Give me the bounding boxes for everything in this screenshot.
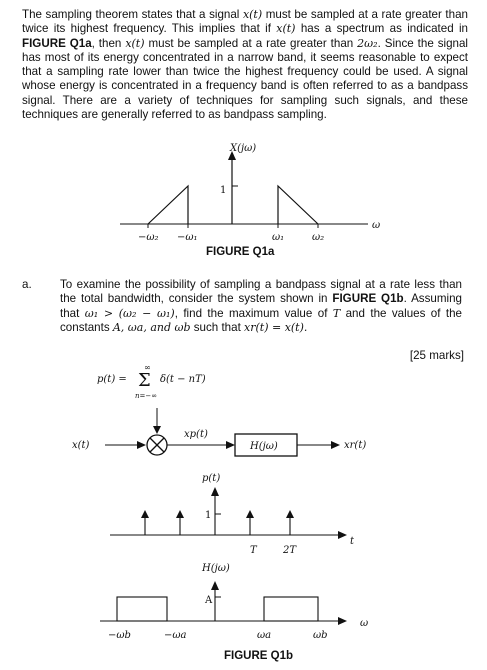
tick-label: −ω₁ — [177, 232, 198, 243]
arrow-icon — [331, 441, 340, 449]
axis-arrow-icon — [211, 581, 219, 590]
omega-axis-label: ω — [372, 220, 381, 231]
spectrum-label: X(jω) — [230, 143, 257, 154]
figure-q1a-caption: FIGURE Q1a — [206, 246, 275, 258]
period-symbol: T — [332, 306, 341, 320]
tick-label: ω₂ — [312, 232, 325, 243]
tick-label: −ωb — [108, 630, 131, 641]
sampling-rate: 2ω₂ — [357, 36, 378, 50]
question-text-part: , find the maximum value of — [174, 306, 333, 320]
assumption-condition: ω₁ > (ω₂ − ω₁) — [84, 306, 175, 320]
impulse-height-label: 1 — [205, 510, 212, 521]
signal-symbol: x(t) — [242, 8, 263, 21]
gain-label: A — [205, 595, 213, 606]
double-period-label: 2T — [283, 545, 297, 556]
intro-text: . Since the signal has most of its energy concentrated in a narrow band, it seems reasonable to expect that a sampling rate lower than twice the highest frequency could be used. A signal whose energy is concentrated in a frequency band is often referred to as a bandpass signal. There are a variety of techniques for sampling such signals, and these techniques are generally referred to as bandpass sampling. — [22, 36, 468, 122]
figure-reference: FIGURE Q1a — [22, 36, 92, 50]
intro-text: must be sampled at a rate greater than twice its highest frequency. This implies that if — [22, 8, 468, 36]
impulse-arrow-icon — [246, 510, 254, 518]
sum-lower-limit: n=−∞ — [135, 392, 158, 400]
figure-reference: FIGURE Q1b — [332, 292, 404, 306]
question-label: a. — [22, 278, 32, 291]
impulse-arrow-icon — [141, 510, 149, 518]
axis-arrow-icon — [211, 487, 219, 496]
impulse-arrow-icon — [176, 510, 184, 518]
impulse-train-term: δ(t − nT) — [160, 374, 206, 385]
summation-icon: Σ — [138, 370, 151, 391]
omega-axis-label: ω — [360, 618, 369, 629]
tick-label: ωb — [313, 630, 328, 641]
positive-passband — [264, 597, 318, 621]
question-text-part: such that — [190, 320, 245, 334]
impulse-arrow-icon — [286, 510, 294, 518]
sampled-signal-label: xp(t) — [184, 429, 208, 440]
signal-symbol: x(t) — [125, 36, 145, 50]
tick-label: −ω₂ — [138, 232, 159, 243]
figure-q1b-caption: FIGURE Q1b — [224, 650, 294, 662]
tick-label: ωa — [257, 630, 272, 641]
intro-text: The sampling theorem states that a signal — [22, 8, 243, 21]
impulse-train-label: p(t) — [202, 473, 221, 484]
target-equation: xr(t) = x(t). — [244, 320, 308, 334]
question-text-part: To examine the possibility of sampling a bandpass signal at a rate less than the total bandwidth, consider the system shown in — [60, 278, 462, 306]
signal-symbol: x(t) — [276, 22, 296, 36]
sum-upper-limit: ∞ — [144, 363, 151, 372]
arrow-icon — [137, 441, 146, 449]
intro-text: , then — [91, 36, 126, 50]
constants-list: A, ωa, and ωb — [112, 320, 191, 334]
negative-passband — [117, 597, 167, 621]
question-text-part: . Assuming that — [60, 292, 462, 320]
question-text-part: and the values of the constants — [60, 306, 462, 334]
impulse-train-lhs: p(t) = — [97, 374, 127, 385]
peak-value: 1 — [220, 185, 227, 196]
arrow-icon — [338, 531, 347, 539]
tick-label: ω₁ — [272, 232, 285, 243]
input-signal-label: x(t) — [72, 440, 90, 451]
intro-text: must be sampled at a rate greater than — [144, 36, 358, 50]
tick-label: −ωa — [164, 630, 187, 641]
filter-response-label: H(jω) — [202, 563, 230, 574]
arrow-icon — [153, 426, 161, 434]
arrow-icon — [338, 617, 347, 625]
output-signal-label: xr(t) — [344, 440, 367, 451]
arrow-icon — [226, 441, 235, 449]
marks-allocation: [25 marks] — [409, 349, 464, 362]
intro-text: has a spectrum as indicated in — [295, 22, 468, 36]
time-axis-label: t — [350, 536, 355, 547]
filter-label: H(jω) — [250, 441, 278, 452]
period-label: T — [250, 545, 257, 556]
